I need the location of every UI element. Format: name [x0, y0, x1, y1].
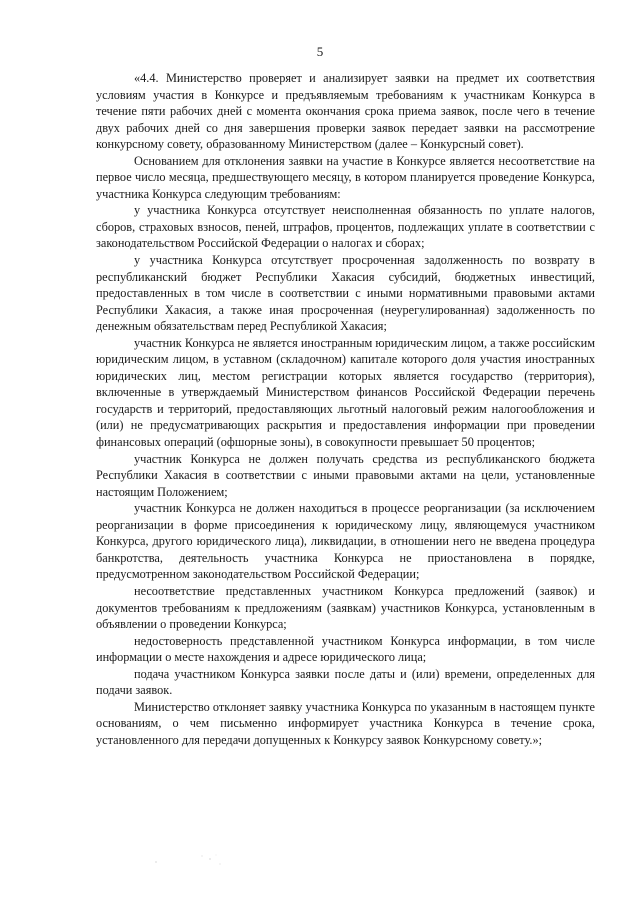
- paragraph-nonconformity: несоответствие представленных участником Конкурса предложений (заявок) и документов требованиям к предложениям (заявкам) участников Конкурса, установленным в объявлении о проведении Конкурса;: [96, 583, 595, 632]
- paragraph-4-4-intro: «4.4. Министерство проверяет и анализирует заявки на предмет их соответствия условиям участия в Конкурсе и предъявляемым требованиям к участникам Конкурса в течение пяти рабочих дней с момента окончания срока приема заявок, после чего в течение двух рабочих дней со дня завершения проверки заявок передает заявки на рассмотрение конкурсному совету, образованному Министерством (далее – Конкурсный совет).: [96, 71, 595, 152]
- paragraph-rejection-grounds: Основанием для отклонения заявки на участие в Конкурсе является несоответствие на первое число месяца, предшествующего месяцу, в котором планируется проведение Конкурса, участника Конкурса следующим требованиям:: [96, 153, 595, 201]
- paragraph-tax-obligations: у участника Конкурса отсутствует неисполненная обязанность по уплате налогов, сборов, страховых взносов, пеней, штрафов, процентов, подлежащих уплате в соответствии с законодательством Российской Федерации о налогах и сборах;: [96, 203, 595, 251]
- paragraph-other-funds: участник Конкурса не должен получать средства из республиканского бюджета Республики Хакасия в соответствии с иными правовыми актами на цели, установленные настоящим Положением;: [96, 451, 595, 499]
- scan-specks: [150, 850, 230, 880]
- paragraph-overdue-debt: у участника Конкурса отсутствует просроченная задолженность по возврату в республиканский бюджет Республики Хакасия субсидий, бюджетных инвестиций, предоставленных в том числе в соответствии с иными нормативными правовыми актами Республики Хакасия, а также иная просроченная (неурегулированная) задолженность по денежным обязательствам перед Республикой Хакасия;: [96, 253, 595, 334]
- paragraph-reorganization: участник Конкурса не должен находиться в процессе реорганизации (за исключением реорганизации в форме присоединения к юридическому лицу, являющемуся участником Конкурса, другого юридического лица), ликвидации, в отношении него не введена процедура банкротства, деятельность участника Конкурса не приостановлена в порядке, предусмотренном законодательством Российской Федерации;: [96, 501, 595, 582]
- paragraph-late-submission: подача участником Конкурса заявки после даты и (или) времени, определенных для подачи заявок.: [96, 666, 595, 698]
- paragraph-ministry-rejects: Министерство отклоняет заявку участника Конкурса по указанным в настоящем пункте основаниям, о чем письменно информирует участника Конкурса в течение срока, установленного для передачи допущенных к Конкурсу заявок Конкурсному совету.»;: [96, 699, 595, 747]
- page-number: 5: [316, 44, 324, 59]
- document-body: [96, 70, 595, 748]
- paragraph-foreign-entity: участник Конкурса не является иностранным юридическим лицом, а также российским юридическим лицом, в уставном (складочном) капитале которого доля участия иностранных юридических лиц, местом регистрации которых является государство (территория), включенные в утверждаемый Министерством финансов Российской Федерации перечень государств и территорий, предоставляющих льготный налоговый режим налогообложения и (или) не предусматривающих раскрытия и предоставления информации при проведении финансовых операций (офшорные зоны), в совокупности превышает 50 процентов;: [96, 335, 595, 450]
- paragraph-unreliable-info: недостоверность представленной участником Конкурса информации, в том числе информации о месте нахождения и адресе юридического лица;: [96, 633, 595, 665]
